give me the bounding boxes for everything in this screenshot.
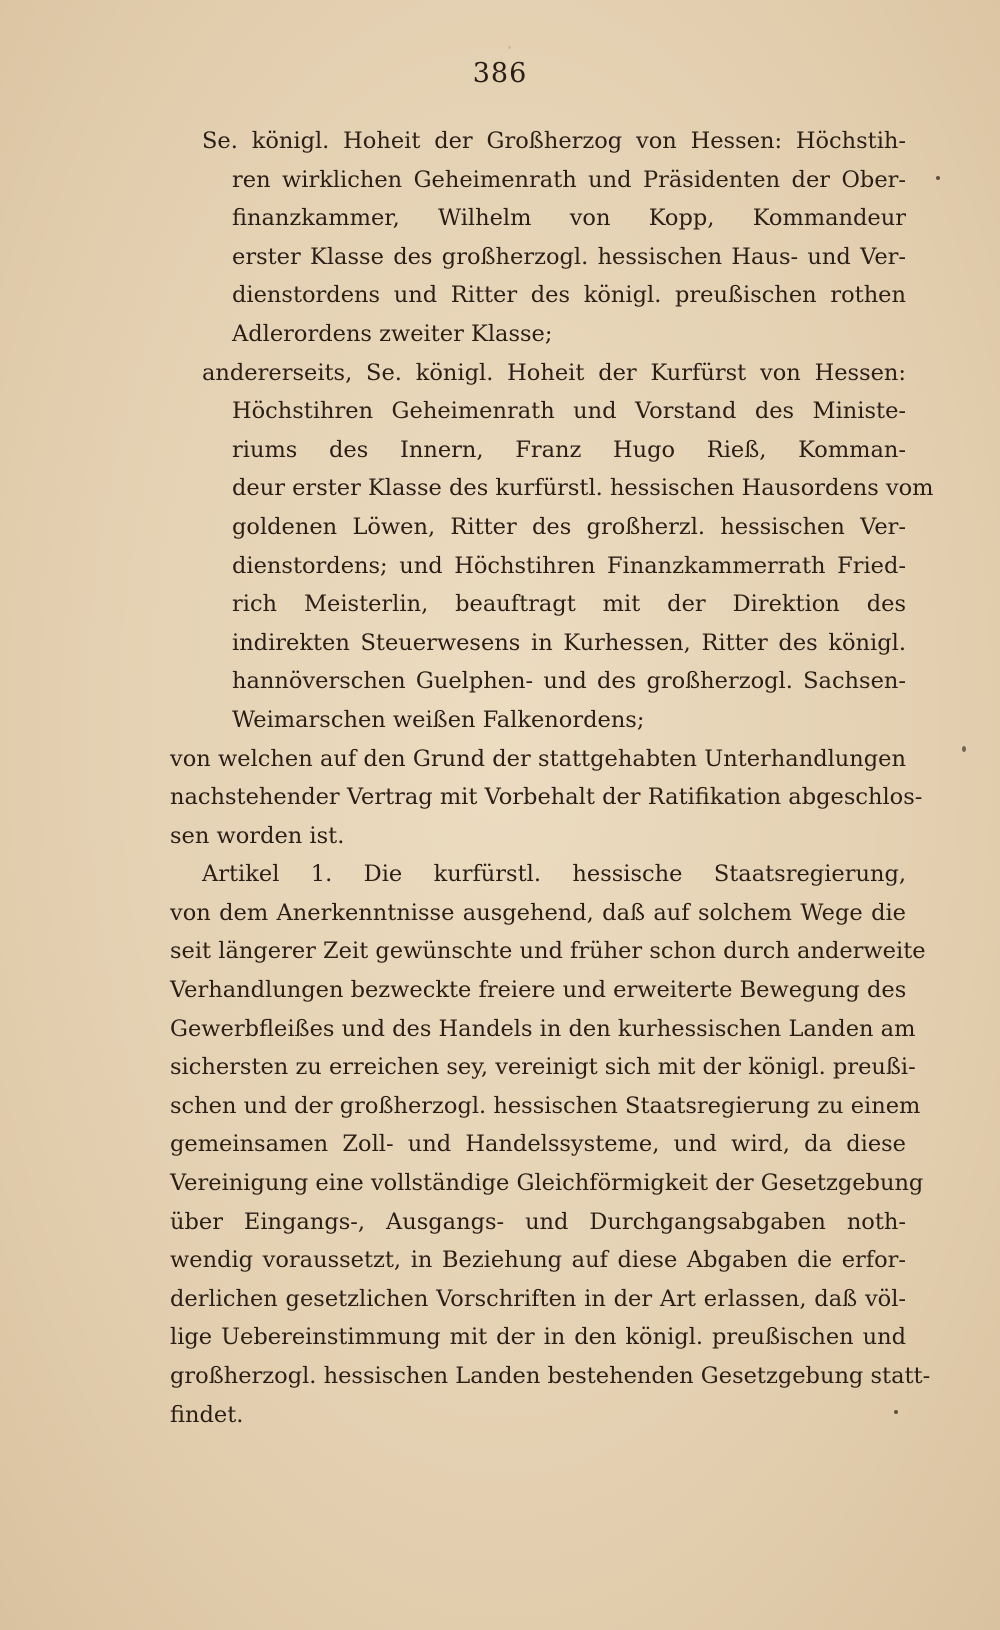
text-line: riums des Innern, Franz Hugo Rieß, Komman-	[232, 436, 906, 463]
text-line: lige Uebereinstimmung mit der in den königl. preußischen und	[170, 1324, 906, 1351]
text-line: großherzogl. hessischen Landen bestehenden Gesetzgebung statt-	[170, 1363, 931, 1389]
text-line: rich Meisterlin, beauftragt mit der Direktion des	[232, 591, 906, 618]
text-line: andererseits, Se. königl. Hoheit der Kurfürst von Hessen:	[202, 359, 906, 386]
text-line: Gewerbfleißes und des Handels in den kurhessischen Landen am	[170, 1015, 916, 1042]
text-line: sichersten zu erreichen sey, vereinigt sich mit der königl. preußi-	[170, 1054, 916, 1081]
text-line: hannöverschen Guelphen- und des großherzogl. Sachsen-	[232, 668, 906, 695]
text-line: Adlerordens zweiter Klasse;	[232, 320, 553, 347]
text-line: seit längerer Zeit gewünschte und früher schon durch anderweite	[170, 938, 926, 965]
text-line: schen und der großherzogl. hessischen Staatsregierung zu einem	[170, 1092, 921, 1119]
text-line: gemeinsamen Zoll- und Handelssysteme, und wird, da diese	[170, 1131, 906, 1158]
text-line: derlichen gesetzlichen Vorschriften in der Art erlassen, daß völ-	[170, 1285, 906, 1312]
paper-stain	[936, 176, 940, 180]
text-line: ren wirklichen Geheimenrath und Präsidenten der Ober-	[232, 166, 906, 193]
text-line: goldenen Löwen, Ritter des großherzl. hessischen Ver-	[232, 513, 906, 540]
text-line: dienstordens; und Höchstihren Finanzkammerrath Fried-	[232, 552, 906, 579]
text-line: Höchstihren Geheimenrath und Vorstand des Ministe-	[232, 398, 906, 425]
text-line: sen worden ist.	[170, 822, 345, 849]
text-line: deur erster Klasse des kurfürstl. hessischen Hausordens vom	[232, 475, 934, 502]
text-line: wendig voraussetzt, in Beziehung auf diese Abgaben die erfor-	[170, 1247, 906, 1274]
page-number: 386	[472, 58, 528, 89]
text-line: nachstehender Vertrag mit Vorbehalt der Ratifikation abgeschlos-	[170, 784, 923, 811]
paper-stain	[508, 46, 511, 49]
text-line: indirekten Steuerwesens in Kurhessen, Ritter des königl.	[232, 629, 906, 656]
text-line: Verhandlungen bezweckte freiere und erweiterte Bewegung des	[170, 977, 907, 1004]
text-line: dienstordens und Ritter des königl. preußischen rothen	[232, 282, 906, 309]
text-line: Se. königl. Hoheit der Großherzog von Hessen: Höchstih-	[202, 128, 906, 154]
paper-stain	[962, 746, 966, 752]
text-line: findet.	[170, 1401, 244, 1428]
text-line: Vereinigung eine vollständige Gleichförmigkeit der Gesetzgebung	[170, 1170, 924, 1197]
text-line: über Eingangs-, Ausgangs- und Durchgangsabgaben noth-	[170, 1208, 906, 1235]
text-line: finanzkammer, Wilhelm von Kopp, Kommandeur	[232, 205, 906, 232]
article-heading-line: Artikel 1. Die kurfürstl. hessische Staatsregierung,	[202, 861, 906, 888]
text-line: erster Klasse des großherzogl. hessischen Haus- und Ver-	[232, 243, 906, 270]
page-text	[170, 122, 934, 1434]
text-line: von welchen auf den Grund der stattgehabten Unterhandlungen	[170, 745, 906, 772]
text-line: Weimarschen weißen Falkenordens;	[232, 706, 645, 733]
text-line: von dem Anerkenntnisse ausgehend, daß auf solchem Wege die	[170, 899, 906, 926]
